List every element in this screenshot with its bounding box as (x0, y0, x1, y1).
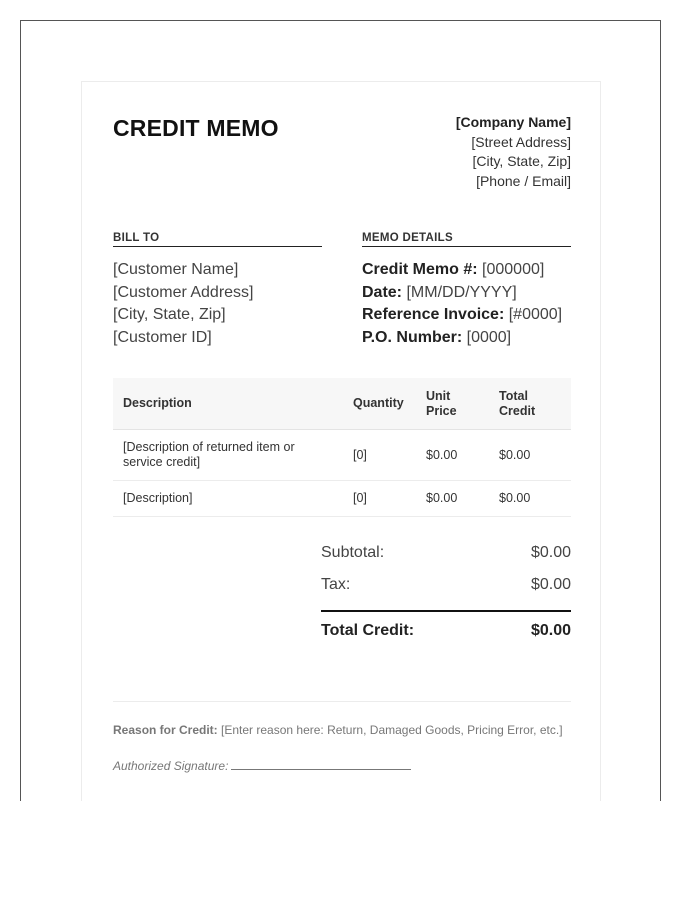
company-block (456, 113, 571, 191)
customer-city: [City, State, Zip] (113, 306, 226, 323)
tax-label: Tax: (321, 576, 351, 593)
totals-divider (321, 610, 571, 612)
customer-name: [Customer Name] (113, 261, 239, 278)
bill-to-block (113, 259, 254, 349)
document-title: CREDIT MEMO (113, 115, 279, 141)
company-contact: [Phone / Email] (476, 172, 571, 189)
po-number-row (362, 327, 562, 350)
table-row (113, 430, 571, 481)
table-header-row (113, 378, 571, 430)
reason-for-credit (113, 723, 563, 737)
total-credit-value: $0.00 (530, 622, 571, 639)
tax-value: $0.00 (530, 576, 571, 593)
totals-block (321, 542, 571, 652)
authorized-signature (113, 757, 411, 773)
cell-quantity: [0] (343, 430, 416, 481)
reference-invoice-label: Reference Invoice: (362, 306, 505, 323)
cell-description: [Description] (113, 481, 343, 517)
cell-unit-price: $0.00 (416, 481, 489, 517)
memo-details-heading: MEMO DETAILS (362, 232, 571, 247)
cell-description: [Description of returned item or service credit] (113, 430, 343, 481)
company-name: [Company Name] (455, 114, 571, 130)
reason-label: Reason for Credit: (113, 723, 218, 737)
company-street: [Street Address] (471, 133, 571, 150)
subtotal-value: $0.00 (530, 544, 571, 561)
memo-number-label: Credit Memo #: (362, 261, 478, 278)
memo-number-value: [000000] (482, 261, 545, 278)
header-unit-price: Unit Price (416, 378, 489, 430)
po-number-value: [0000] (466, 328, 512, 346)
line-items-table (113, 378, 571, 517)
tax-row (321, 574, 571, 606)
signature-label: Authorized Signature: (113, 759, 229, 773)
memo-details-block (362, 259, 562, 349)
memo-date-value: [MM/DD/YYYY] (406, 283, 517, 301)
memo-date-row (362, 282, 562, 305)
total-credit-label: Total Credit: (321, 622, 415, 639)
header-description: Description (113, 378, 343, 430)
reference-invoice-value: [#0000] (508, 306, 563, 323)
memo-date-label: Date: (362, 283, 403, 301)
subtotal-row (321, 542, 571, 574)
footer-divider (113, 701, 571, 702)
po-number-label: P.O. Number: (362, 328, 463, 346)
cell-unit-price: $0.00 (416, 430, 489, 481)
bill-to-heading: BILL TO (113, 232, 322, 247)
header-total-credit: Total Credit (489, 378, 571, 430)
signature-line (231, 757, 411, 770)
cell-total-credit: $0.00 (489, 481, 571, 517)
cell-total-credit: $0.00 (489, 430, 571, 481)
header-quantity: Quantity (343, 378, 416, 430)
table-row (113, 481, 571, 517)
memo-number-row (362, 259, 562, 282)
cell-quantity: [0] (343, 481, 416, 517)
customer-address: [Customer Address] (113, 283, 254, 301)
customer-id: [Customer ID] (113, 328, 212, 346)
total-credit-row (321, 620, 571, 652)
subtotal-label: Subtotal: (321, 544, 385, 561)
company-city: [City, State, Zip] (472, 153, 571, 169)
reference-invoice-row (362, 304, 562, 327)
reason-text: [Enter reason here: Return, Damaged Goods, Pricing Error, etc.] (221, 723, 563, 737)
credit-memo-sheet (81, 81, 601, 801)
